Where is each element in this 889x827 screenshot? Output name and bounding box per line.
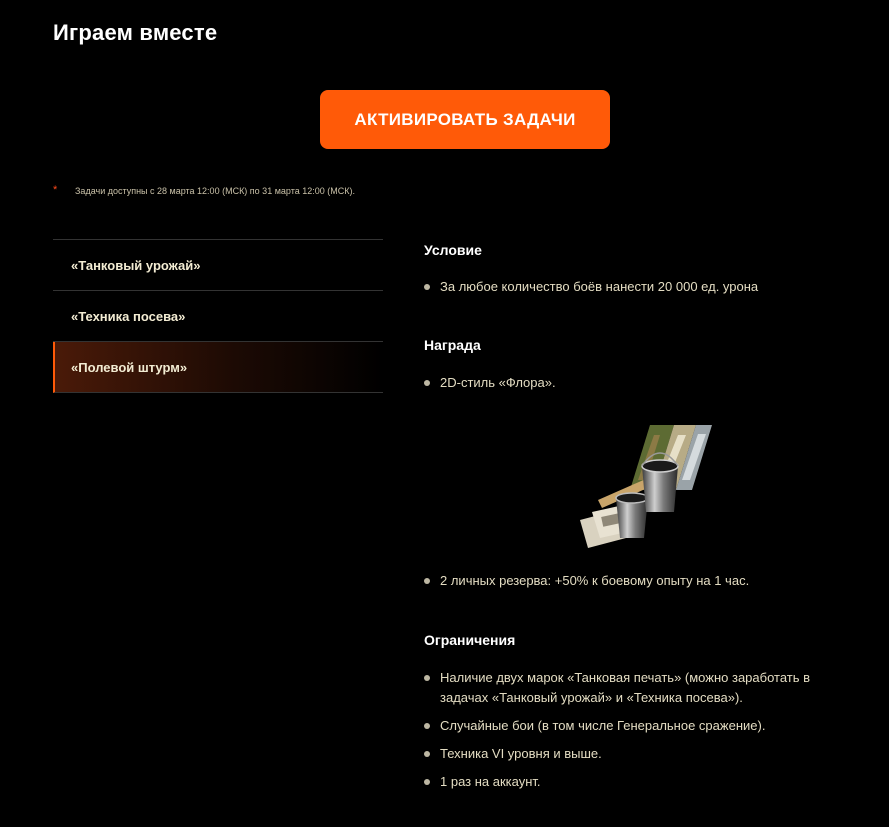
availability-note-text: Задачи доступны с 28 марта 12:00 (МСК) по 31 марта 12:00 (МСК).: [75, 186, 355, 196]
paint-buckets-camo-style-icon: [578, 420, 714, 550]
condition-item: За любое количество боёв нанести 20 000 ед. урона: [424, 277, 840, 297]
task-tab-polevoi-shturm[interactable]: [53, 342, 383, 393]
activate-tasks-button[interactable]: АКТИВИРОВАТЬ ЗАДАЧИ: [320, 90, 610, 149]
tasks-menu: [53, 239, 383, 393]
reward-item-reserves: 2 личных резерва: +50% к боевому опыту на 1 час.: [424, 571, 840, 591]
condition-heading: Условие: [424, 242, 482, 258]
availability-note: [53, 186, 355, 196]
task-tab-label: «Танковый урожай»: [71, 257, 201, 273]
restriction-item: Техника VI уровня и выше.: [424, 744, 840, 764]
restriction-item: 1 раз на аккаунт.: [424, 772, 840, 792]
page-title: Играем вместе: [53, 20, 218, 45]
task-tab-label: «Полевой штурм»: [71, 359, 188, 375]
restriction-item: Наличие двух марок «Танковая печать» (можно заработать в задачах «Танковый урожай» и «Техника посева»).: [424, 668, 840, 708]
task-tab-tekhnika-poseva[interactable]: [53, 291, 383, 342]
task-tab-tankovyi-urozhai[interactable]: [53, 240, 383, 291]
reward-heading: Награда: [424, 337, 481, 353]
restrictions-heading: Ограничения: [424, 632, 516, 648]
restriction-item: Случайные бои (в том числе Генеральное сражение).: [424, 716, 840, 736]
asterisk-icon: *: [53, 184, 58, 196]
task-tab-label: «Техника посева»: [71, 308, 186, 324]
reward-item-style: 2D-стиль «Флора».: [424, 373, 840, 393]
